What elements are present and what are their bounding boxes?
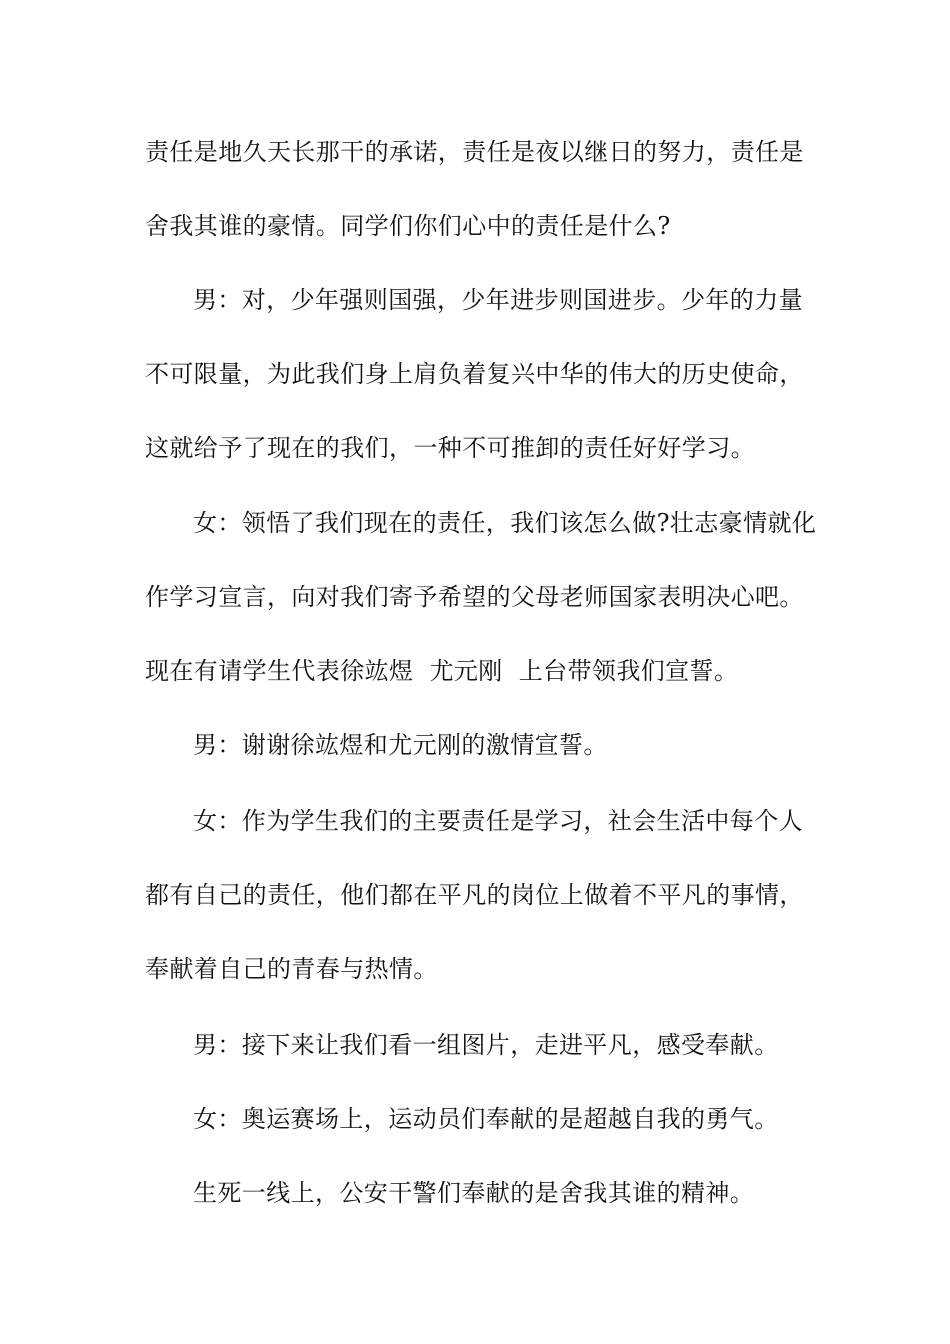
text-line-7: 作学习宣言，向对我们寄予希望的父母老师国家表明决心吧。 (145, 583, 804, 611)
text-line-3: 男：对，少年强则国强，少年进步则国进步。少年的力量 (193, 286, 803, 314)
text-line-12: 奉献着自己的青春与热情。 (145, 955, 438, 983)
text-line-14: 女：奥运赛场上，运动员们奉献的是超越自我的勇气。 (193, 1105, 779, 1133)
text-line-1: 责任是地久天长那干的承诺，责任是夜以继日的努力，责任是 (145, 138, 804, 166)
text-line-8: 现在有请学生代表徐竑煜 尤元刚 上台带领我们宣誓。 (145, 657, 739, 685)
text-line-11: 都有自己的责任，他们都在平凡的岗位上做着不平凡的事情， (145, 881, 804, 909)
text-line-5: 这就给予了现在的我们，一种不可推卸的责任好好学习。 (145, 434, 755, 462)
text-line-6: 女：领悟了我们现在的责任，我们该怎么做?壮志豪情就化 (193, 509, 817, 537)
text-line-15: 生死一线上，公安干警们奉献的是舍我其谁的精神。 (193, 1179, 755, 1207)
text-line-4: 不可限量，为此我们身上肩负着复兴中华的伟大的历史使命， (145, 360, 804, 388)
text-line-9: 男：谢谢徐竑煜和尤元刚的激情宣誓。 (193, 731, 608, 759)
text-line-10: 女：作为学生我们的主要责任是学习，社会生活中每个人 (193, 807, 803, 835)
text-line-2: 舍我其谁的豪情。同学们你们心中的责任是什么? (145, 212, 671, 240)
text-line-13: 男：接下来让我们看一组图片，走进平凡，感受奉献。 (193, 1031, 779, 1059)
